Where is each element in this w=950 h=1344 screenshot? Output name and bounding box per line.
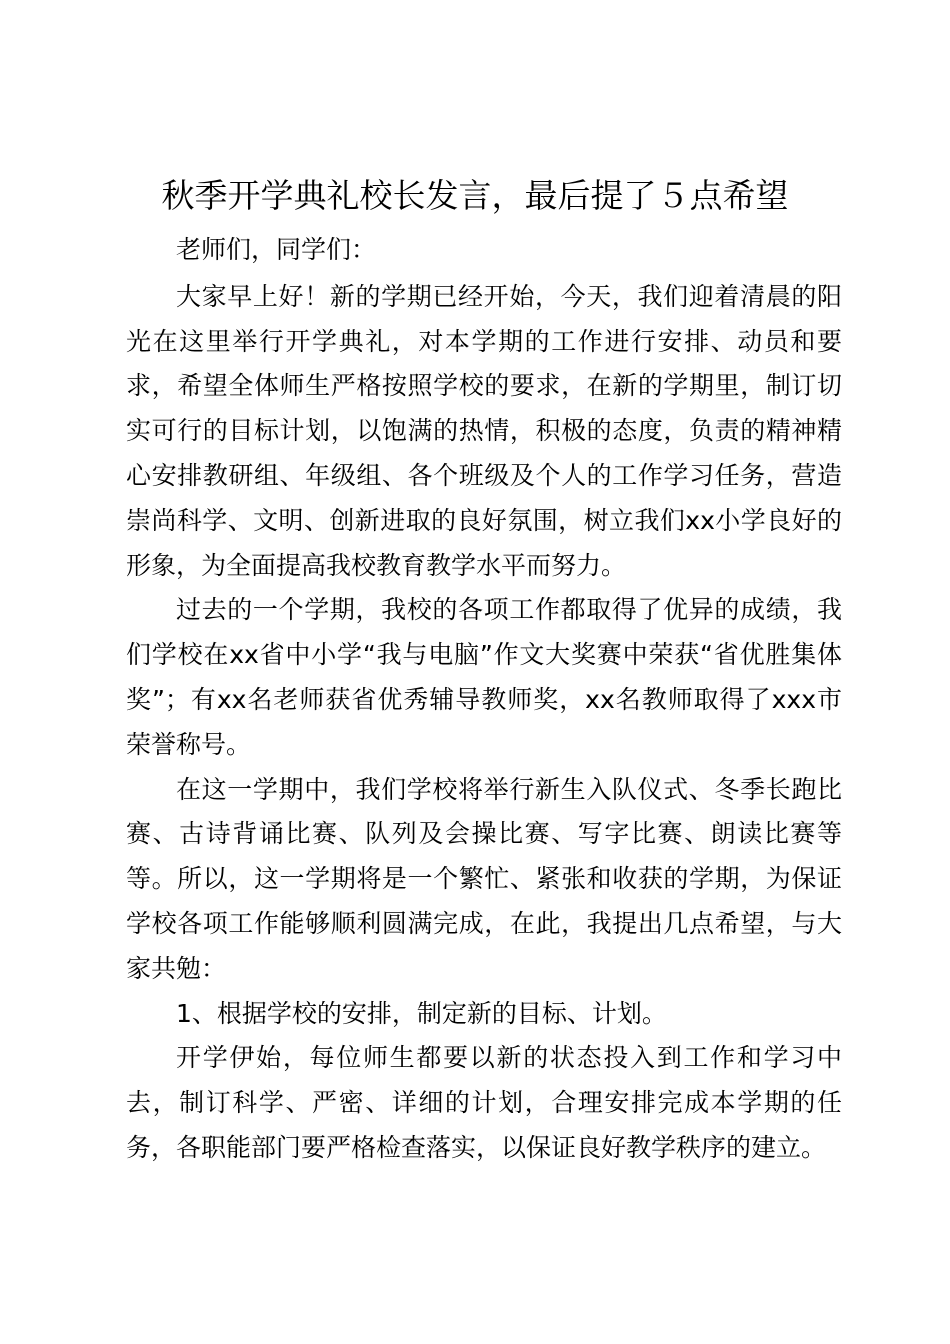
body-paragraph-1: 大家早上好！新的学期已经开始，今天，我们迎着清晨的阳光在这里举行开学典礼，对本学期的工作进行安排、动员和要求，希望全体师生严格按照学校的要求，在新的学期里，制订切实可行的目标计划，以饱满的热情，积极的态度，负责的精神精心安排教研组、年级组、各个班级及个人的工作学习任务，营造崇尚科学、文明、创新进取的良好氛围，树立我们xx小学良好的形象，为全面提高我校教育教学水平而努力。 [126,281,842,580]
body-paragraph-2: 过去的一个学期，我校的各项工作都取得了优异的成绩，我们学校在xx省中小学“我与电脑”作文大奖赛中荣获“省优胜集体奖”；有xx名老师获省优秀辅导教师奖，xx名教师取得了xxx市荣誉称号。 [126,595,842,759]
body-paragraph-4: 1、根据学校的安排，制定新的目标、计划。 [176,998,667,1028]
body-paragraph-3: 在这一学期中，我们学校将举行新生入队仪式、冬季长跑比赛、古诗背诵比赛、队列及会操比赛、写字比赛、朗读比赛等等。所以，这一学期将是一个繁忙、紧张和收获的学期，为保证学校各项工作能够顺利圆满完成，在此，我提出几点希望，与大家共勉： [126,774,842,983]
document-body [126,228,842,1171]
document-title: 秋季开学典礼校长发言，最后提了５点希望 [161,176,789,215]
greeting-paragraph: 老师们，同学们： [176,235,377,264]
body-paragraph-5: 开学伊始，每位师生都要以新的状态投入到工作和学习中去，制订科学、严密、详细的计划，合理安排完成本学期的任务，各职能部门要严格检查落实，以保证良好教学秩序的建立。 [126,1043,842,1162]
